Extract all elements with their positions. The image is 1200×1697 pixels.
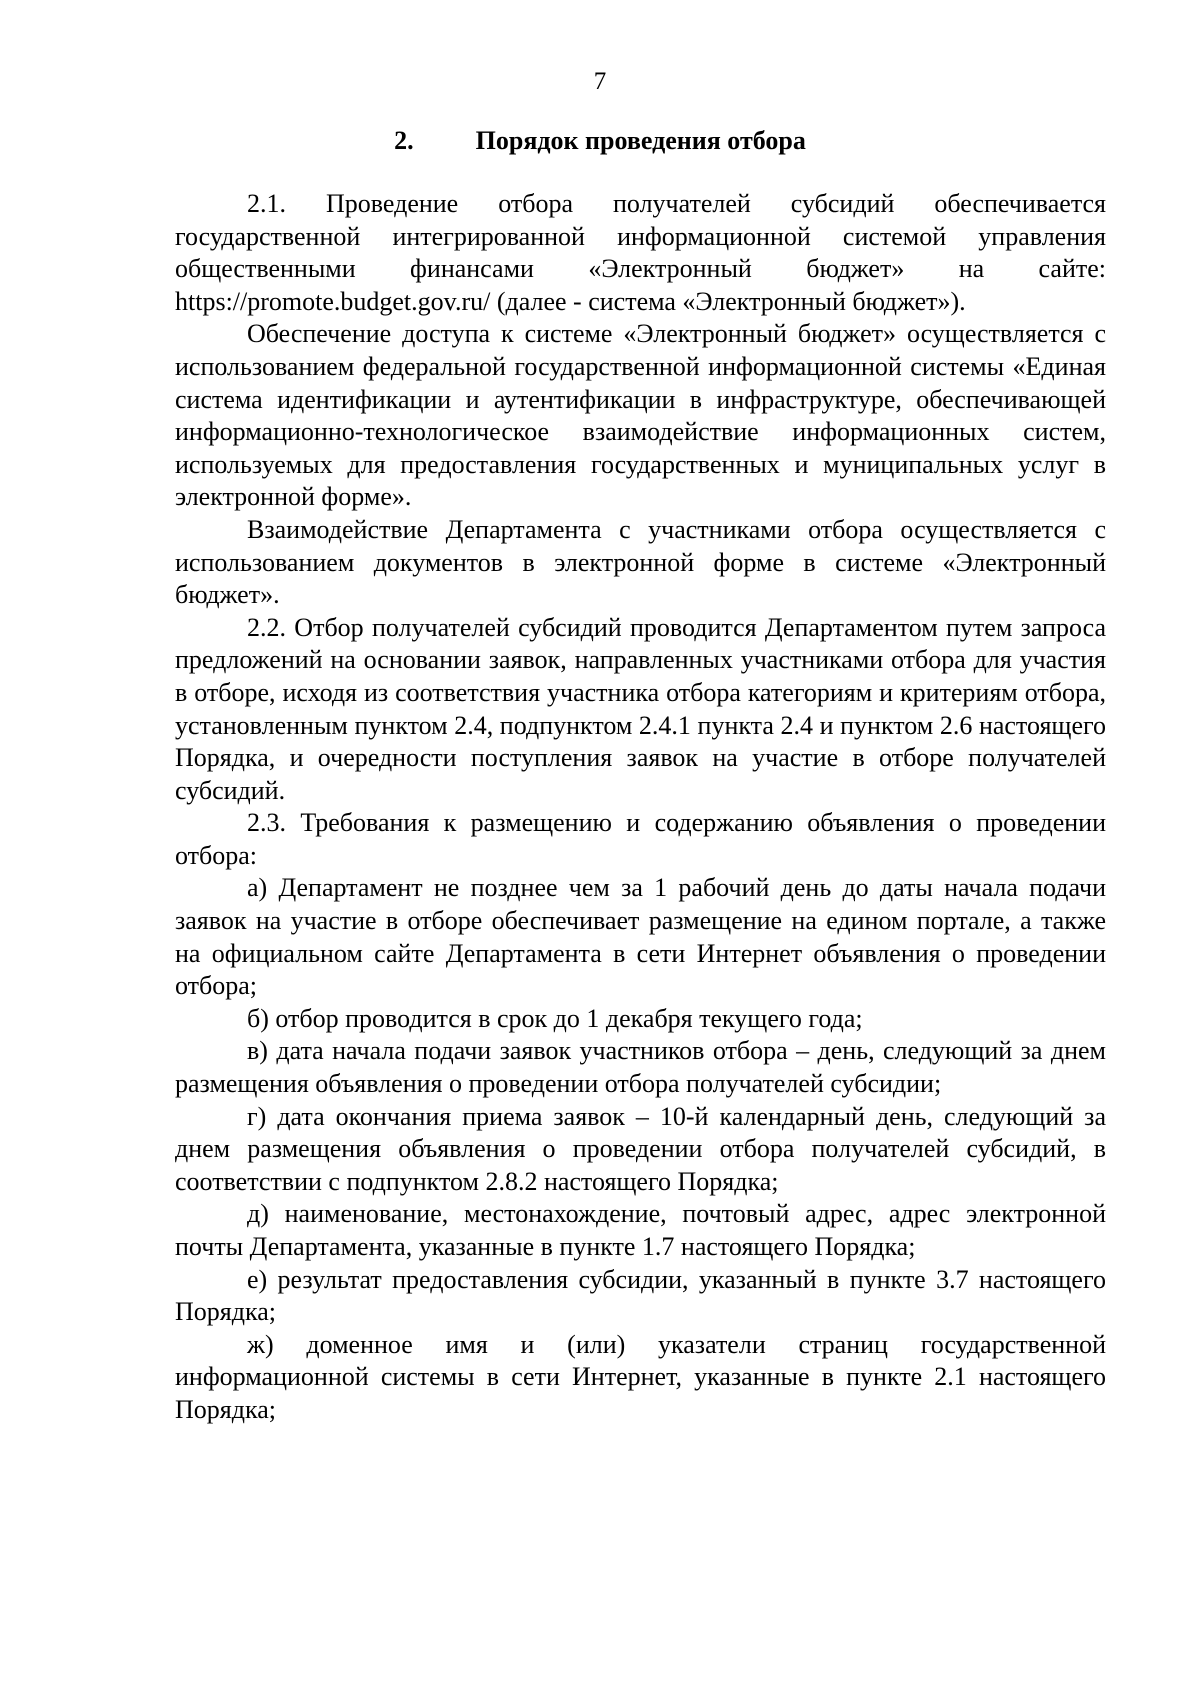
document-body bbox=[175, 188, 1106, 1427]
page-number: 7 bbox=[593, 68, 607, 95]
list-item-v: в) дата начала подачи заявок участников отбора – день, следующий за днем размещения объявления о проведении отбора получателей субсидии; bbox=[175, 1036, 1106, 1099]
paragraph-2-2: 2.2. Отбор получателей субсидий проводится Департаментом путем запроса предложений на основании заявок, направленных участниками отбора для участия в отборе, исходя из соответствия участника отбора категориям и критериям отбора, установленным пунктом 2.4, подпунктом 2.4.1 пункта 2.4 и пунктом 2.6 настоящего Порядка, и очередности поступления заявок на участие в отборе получателей субсидий. bbox=[175, 612, 1106, 805]
list-item-zh: ж) доменное имя и (или) указатели страниц государственной информационной системы в сети Интернет, указанные в пункте 2.1 настоящего Порядка; bbox=[175, 1329, 1106, 1424]
section-number: 2. bbox=[394, 126, 414, 155]
paragraph-interaction: Взаимодействие Департамента с участниками отбора осуществляется с использованием документов в электронной форме в системе «Электронный бюджет». bbox=[175, 514, 1106, 610]
list-item-e: е) результат предоставления субсидии, указанный в пункте 3.7 настоящего Порядка; bbox=[175, 1264, 1106, 1327]
list-item-d: д) наименование, местонахождение, почтовый адрес, адрес электронной почты Департамента, указанные в пункте 1.7 настоящего Порядка; bbox=[175, 1199, 1106, 1261]
list-item-g: г) дата окончания приема заявок – 10-й календарный день, следующий за днем размещения объявления о проведении отбора получателей субсидий, в соответствии с подпунктом 2.8.2 настоящего Порядка; bbox=[175, 1101, 1106, 1196]
list-item-b: б) отбор проводится в срок до 1 декабря текущего года; bbox=[247, 1003, 863, 1033]
paragraph-2-1: 2.1. Проведение отбора получателей субсидий обеспечивается государственной интегрированной информационной системой управления общественными финансами «Электронный бюджет» на сайте: https://promote.budget.gov.ru/ (далее - система «Электронный бюджет»). bbox=[175, 189, 1106, 316]
section-title: Порядок проведения отбора bbox=[475, 126, 806, 155]
paragraph-2-3: 2.3. Требования к размещению и содержанию объявления о проведении отбора: bbox=[175, 808, 1106, 870]
list-item-a: а) Департамент не позднее чем за 1 рабочий день до даты начала подачи заявок на участие в отборе обеспечивает размещение на едином портале, а также на официальном сайте Департамента в сети Интернет объявления о проведении отбора; bbox=[175, 873, 1106, 1001]
paragraph-access: Обеспечение доступа к системе «Электронный бюджет» осуществляется с использованием федеральной государственной информационной системы «Единая система идентификации и аутентификации в инфраструктуре, обеспечивающей информационно-технологическое взаимодействие информационных систем, используемых для предоставления государственных и муниципальных услуг в электронной форме». bbox=[175, 319, 1106, 512]
section-heading bbox=[0, 126, 1200, 156]
